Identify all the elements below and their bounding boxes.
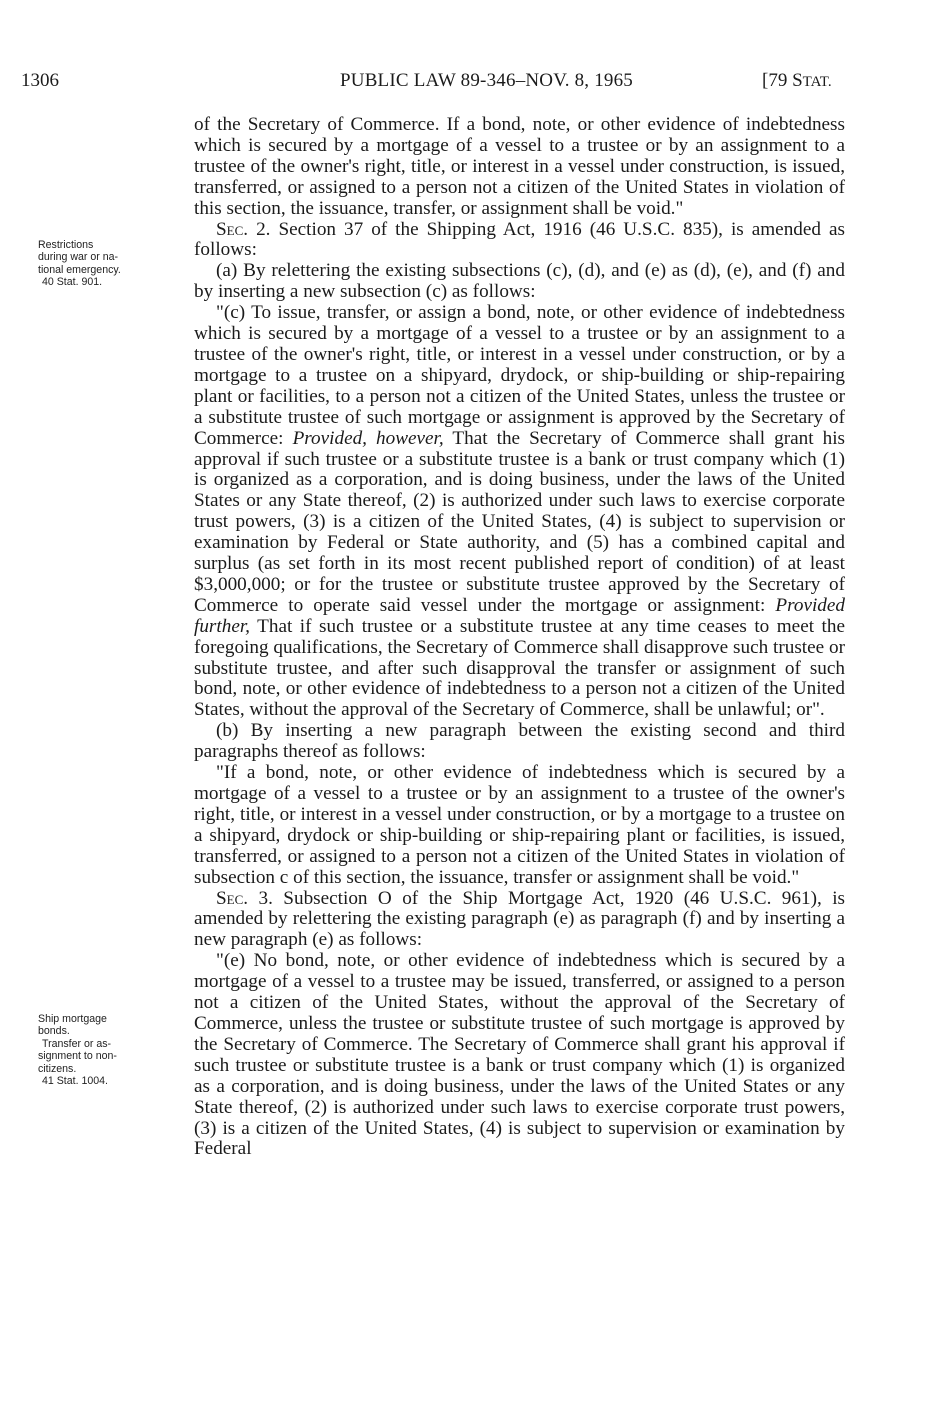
margin-note-line: Restrictions: [38, 239, 94, 251]
volume-suffix: TAT.: [802, 74, 832, 90]
margin-note-line: citizens.: [38, 1062, 77, 1075]
margin-note-citation: 41 Stat. 1004.: [42, 1075, 108, 1088]
paragraph-text: That if such trustee or a substitute trustee at any time ceases to meet the foregoing qualifications, the Secretary of Commerce shall disapprove such trustee or substitute trustee, and after such disapproval the transfer or assignment of such bond, note, or other evidence of indebtedness to a person not a citizen of the United States, without the approval of the Secretary of Commerce, shall be unlawful; or".: [194, 615, 845, 721]
proviso-however: Provided, however,: [292, 427, 444, 449]
margin-note-line: Ship mortgage: [38, 1013, 107, 1025]
paragraph-text: That the Secretary of Commerce shall grant his approval if such trustee or a substitute trustee is a bank or trust company which (1) is organized as a corporation, and is doing business, under the laws of the United States or any State thereof, (2) is authorized under such laws to exercise corporate trust powers, (3) is a citizen of the United States, (4) is subject to supervision or examination by Federal or State authority, and (5) has a combined capital and surplus (as set forth in its most recent published report of condition) of at least $3,000,000; or for the trustee or substitute trustee approved by the Secretary of Commerce to operate said vessel under the mortgage or assignment:: [194, 427, 845, 616]
volume-prefix: [79 S: [762, 70, 803, 91]
margin-note-line: signment to non-: [38, 1050, 117, 1063]
margin-note-line: Transfer or as-: [42, 1037, 112, 1050]
paragraph-new-subsection-c: [194, 303, 845, 721]
running-head: PUBLIC LAW 89-346–NOV. 8, 1965: [340, 70, 634, 91]
margin-note-line: during war or na-: [38, 251, 119, 264]
paragraph-subsection-a: (a) By relettering the existing subsections (c), (d), and (e) as (d), (e), and (f) and by inserting a new subsection (c) as follows:: [194, 260, 845, 303]
section-label: Sec. 3.: [216, 887, 273, 909]
proviso-further: Provided further,: [194, 594, 845, 637]
margin-note-line: tional emergency.: [38, 263, 121, 276]
paragraph-section-2: [194, 220, 845, 262]
paragraph-new-paragraph-e: "(e) No bond, note, or other evidence of indebtedness which is secured by a mortgage of a vessel to a trustee may be issued, transferred, or assigned to a person not a citizen of the United States, without the approval of the Secretary of Commerce, unless the trustee or substitute trustee of such mortgage is approved by the Secretary of Commerce. The Secretary of Commerce shall grant his approval if such trustee or substitute trustee is a bank or trust company which (1) is organized as a corporation, and is doing business, under the laws of the United States or any State thereof, (2) is authorized under such laws to exercise corporate trust powers, (3) is a citizen of the United States, (4) is subject to supervision or examination by Federal: [194, 950, 845, 1160]
page-number: 1306: [21, 70, 59, 91]
section-text: Subsection O of the Ship Mortgage Act, 1920 (46 U.S.C. 961), is amended by relettering the existing paragraph (e) as paragraph (f) and by inserting a new paragraph (e) as follows:: [194, 887, 845, 951]
paragraph-text: "(c) To issue, transfer, or assign a bond, note, or other evidence of indebtedness which is secured by a mortgage of a vessel to a trustee or by an assignment to a trustee of the owner's right, title, or interest in a vessel under construction, or by a mortgage to a trustee on a shipyard, drydock, or ship-building or ship-repairing plant or facilities, to a person not a citizen of the United States, unless the trustee or a substitute trustee of such mortgage or assignment is approved by the Secretary of Commerce:: [194, 302, 845, 449]
margin-note-citation: 40 Stat. 901.: [42, 276, 103, 289]
margin-note-restrictions: [38, 239, 178, 289]
paragraph-subsection-b: (b) By inserting a new paragraph between the existing second and third paragraphs thereof as follows:: [194, 720, 845, 763]
paragraph-continuation: of the Secretary of Commerce. If a bond, note, or other evidence of indebtedness which is secured by a mortgage of a vessel to a trustee or by an assignment to a trustee of the owner's right, title, or interest in a vessel under construction, is issued, transferred, or assigned to a person not a citizen of the United States in violation of this section, the issuance, transfer, or assignment shall be void.": [194, 114, 845, 219]
margin-note-ship-mortgage: [38, 1013, 178, 1087]
body-text: [194, 115, 845, 1160]
section-label: Sec. 2.: [216, 218, 271, 240]
section-text: Section 37 of the Shipping Act, 1916 (46 U.S.C. 835), is amended as follows:: [194, 218, 845, 261]
volume-citation: [762, 70, 832, 92]
paragraph-inserted: "If a bond, note, or other evidence of indebtedness which is secured by a mortgage of a vessel to a trustee or by an assignment to a trustee of the owner's right, title, or interest in a vessel under construction, or by a mortgage to a trustee on a shipyard, drydock or ship-building or ship-repairing plant or facilities, is issued, transferred, or assigned to a person not a citizen of the United States in violation of subsection c of this section, the issuance, transfer or assignment shall be void.": [194, 762, 845, 888]
margin-note-line: bonds.: [38, 1025, 70, 1038]
paragraph-section-3: [194, 889, 845, 952]
